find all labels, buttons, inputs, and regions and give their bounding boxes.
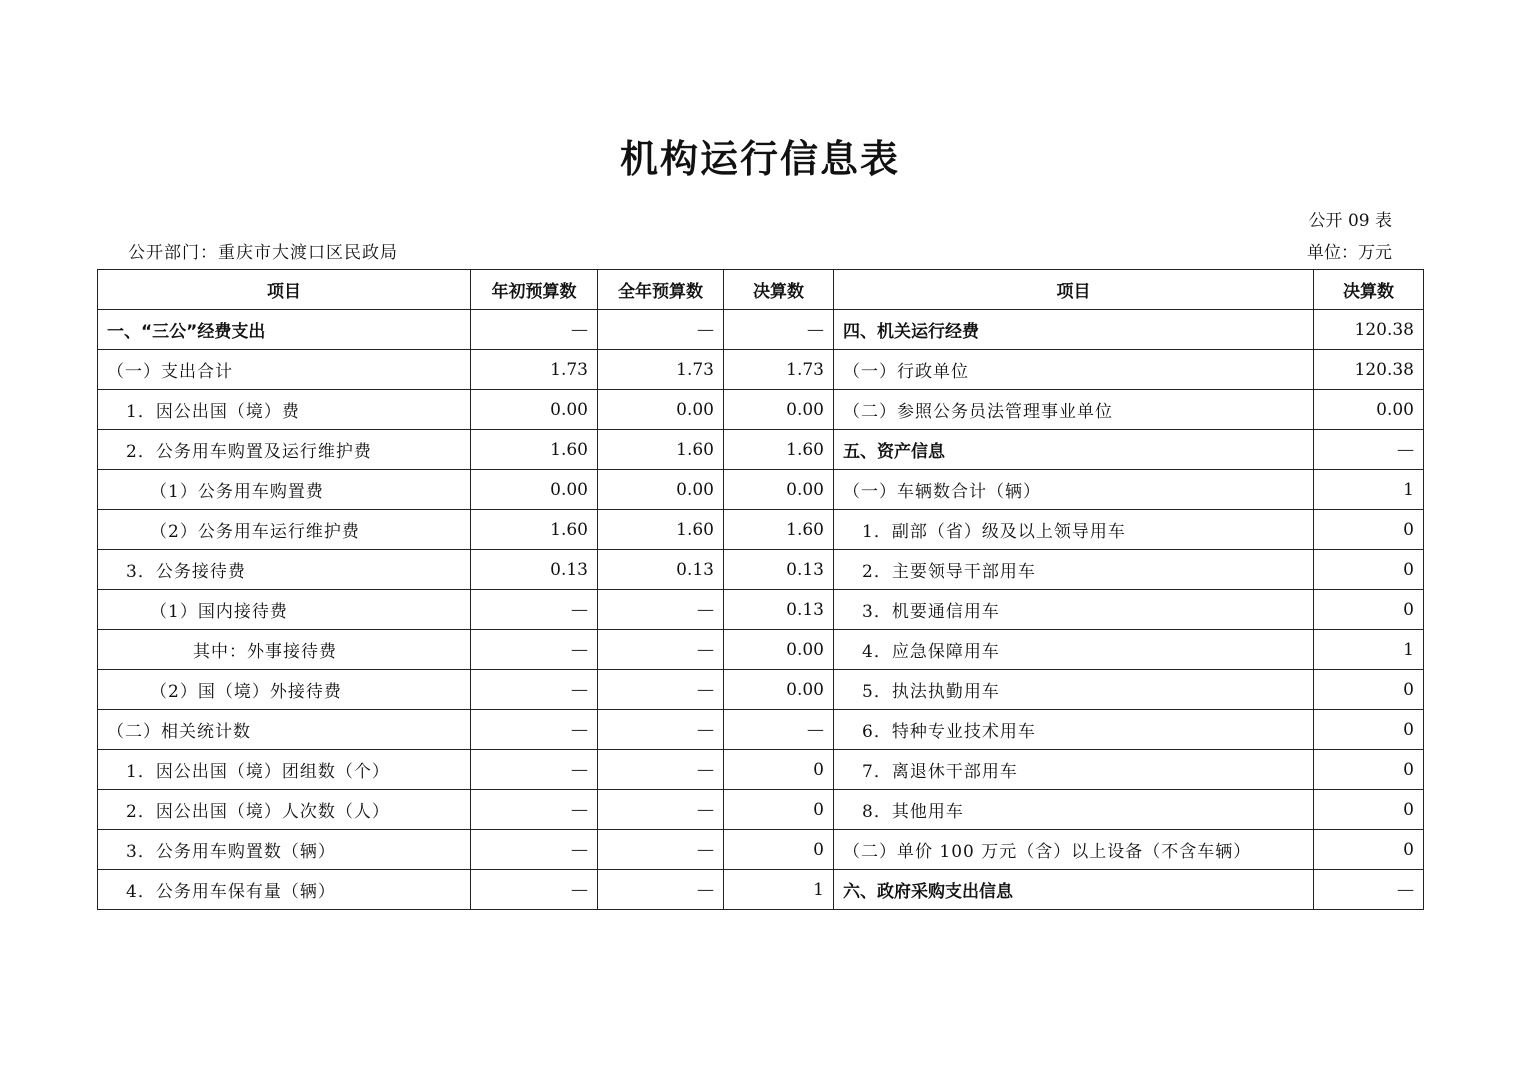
row-annual-budget: —: [598, 310, 724, 350]
row-initial-budget: —: [471, 750, 598, 790]
table-row: [98, 670, 1424, 710]
row-item-right: 8．其他用车: [834, 790, 1314, 830]
row-final-right: 0: [1314, 670, 1424, 710]
department-label: 公开部门：重庆市大渡口区民政局: [128, 243, 398, 263]
info-table: [97, 269, 1424, 910]
row-item-right: 1．副部（省）级及以上领导用车: [834, 510, 1314, 550]
row-item-right: （二）单价 100 万元（含）以上设备（不含车辆）: [834, 830, 1314, 870]
row-item-right: 六、政府采购支出信息: [834, 870, 1314, 910]
row-final-right: —: [1314, 870, 1424, 910]
table-row: [98, 750, 1424, 790]
row-final-right: 1: [1314, 470, 1424, 510]
row-item: 3．公务用车购置数（辆）: [98, 830, 471, 870]
table-row: [98, 590, 1424, 630]
row-item: 1．因公出国（境）费: [98, 390, 471, 430]
row-item: 其中：外事接待费: [98, 630, 471, 670]
row-final-right: 0.00: [1314, 390, 1424, 430]
row-annual-budget: 1.60: [598, 510, 724, 550]
table-row: [98, 710, 1424, 750]
row-item-right: 3．机要通信用车: [834, 590, 1314, 630]
row-final-right: —: [1314, 430, 1424, 470]
header-item-right: 项目: [834, 270, 1314, 310]
table-row: [98, 510, 1424, 550]
header-annual-budget: 全年预算数: [598, 270, 724, 310]
row-item: （1）公务用车购置费: [98, 470, 471, 510]
row-item: （二）相关统计数: [98, 710, 471, 750]
row-item-right: （一）行政单位: [834, 350, 1314, 390]
row-final-accounts: 1.73: [724, 350, 834, 390]
row-final-accounts: 1: [724, 870, 834, 910]
row-final-accounts: 1.60: [724, 430, 834, 470]
row-item-right: 5．执法执勤用车: [834, 670, 1314, 710]
row-item: 3．公务接待费: [98, 550, 471, 590]
row-final-accounts: 0: [724, 750, 834, 790]
table-row: [98, 790, 1424, 830]
row-final-right: 0: [1314, 750, 1424, 790]
row-initial-budget: —: [471, 870, 598, 910]
header-final-right: 决算数: [1314, 270, 1424, 310]
row-initial-budget: 0.00: [471, 470, 598, 510]
row-final-right: 0: [1314, 510, 1424, 550]
row-annual-budget: —: [598, 870, 724, 910]
row-item: （1）国内接待费: [98, 590, 471, 630]
row-item-right: 四、机关运行经费: [834, 310, 1314, 350]
row-final-right: 0: [1314, 710, 1424, 750]
row-initial-budget: —: [471, 630, 598, 670]
header-final-accounts: 决算数: [724, 270, 834, 310]
row-initial-budget: 0.13: [471, 550, 598, 590]
row-initial-budget: 1.60: [471, 510, 598, 550]
row-item-right: （二）参照公务员法管理事业单位: [834, 390, 1314, 430]
table-row: [98, 630, 1424, 670]
row-final-accounts: 0: [724, 830, 834, 870]
row-annual-budget: 1.73: [598, 350, 724, 390]
row-final-accounts: 0.13: [724, 590, 834, 630]
row-initial-budget: —: [471, 710, 598, 750]
row-initial-budget: 0.00: [471, 390, 598, 430]
row-final-accounts: 0: [724, 790, 834, 830]
row-final-right: 0: [1314, 790, 1424, 830]
row-item-right: 4．应急保障用车: [834, 630, 1314, 670]
row-initial-budget: —: [471, 590, 598, 630]
row-initial-budget: —: [471, 310, 598, 350]
row-final-accounts: —: [724, 310, 834, 350]
table-row: [98, 310, 1424, 350]
row-final-accounts: 0.00: [724, 670, 834, 710]
row-annual-budget: —: [598, 670, 724, 710]
table-header-row: [98, 270, 1424, 310]
table-row: [98, 550, 1424, 590]
row-annual-budget: 0.00: [598, 390, 724, 430]
form-number: 公开 09 表: [1308, 211, 1392, 231]
row-item: （2）公务用车运行维护费: [98, 510, 471, 550]
row-item-right: 6．特种专业技术用车: [834, 710, 1314, 750]
row-annual-budget: —: [598, 710, 724, 750]
row-initial-budget: —: [471, 790, 598, 830]
table-row: [98, 390, 1424, 430]
row-item: 一、“三公”经费支出: [98, 310, 471, 350]
row-item: 2．因公出国（境）人次数（人）: [98, 790, 471, 830]
row-item-right: 7．离退休干部用车: [834, 750, 1314, 790]
table-row: [98, 430, 1424, 470]
table-row: [98, 350, 1424, 390]
row-annual-budget: 1.60: [598, 430, 724, 470]
row-final-right: 1: [1314, 630, 1424, 670]
table-row: [98, 470, 1424, 510]
row-initial-budget: 1.60: [471, 430, 598, 470]
header-initial-budget: 年初预算数: [471, 270, 598, 310]
row-item: 4．公务用车保有量（辆）: [98, 870, 471, 910]
row-final-accounts: 0.00: [724, 470, 834, 510]
row-final-accounts: —: [724, 710, 834, 750]
row-final-accounts: 1.60: [724, 510, 834, 550]
unit-label: 单位：万元: [1307, 243, 1392, 263]
table-row: [98, 830, 1424, 870]
row-item-right: 2．主要领导干部用车: [834, 550, 1314, 590]
row-item: 2．公务用车购置及运行维护费: [98, 430, 471, 470]
row-annual-budget: 0.00: [598, 470, 724, 510]
row-annual-budget: —: [598, 590, 724, 630]
row-initial-budget: 1.73: [471, 350, 598, 390]
row-item-right: （一）车辆数合计（辆）: [834, 470, 1314, 510]
row-annual-budget: —: [598, 830, 724, 870]
row-final-accounts: 0.00: [724, 390, 834, 430]
table-row: [98, 870, 1424, 910]
row-final-right: 120.38: [1314, 310, 1424, 350]
header-item: 项目: [98, 270, 471, 310]
row-initial-budget: —: [471, 670, 598, 710]
row-annual-budget: —: [598, 750, 724, 790]
page-title: 机构运行信息表: [619, 137, 900, 181]
row-item: （一）支出合计: [98, 350, 471, 390]
row-final-right: 0: [1314, 590, 1424, 630]
row-final-accounts: 0.00: [724, 630, 834, 670]
row-initial-budget: —: [471, 830, 598, 870]
row-annual-budget: —: [598, 630, 724, 670]
row-final-right: 0: [1314, 550, 1424, 590]
row-final-right: 120.38: [1314, 350, 1424, 390]
row-item: 1．因公出国（境）团组数（个）: [98, 750, 471, 790]
row-item: （2）国（境）外接待费: [98, 670, 471, 710]
row-final-accounts: 0.13: [724, 550, 834, 590]
row-final-right: 0: [1314, 830, 1424, 870]
row-annual-budget: —: [598, 790, 724, 830]
row-annual-budget: 0.13: [598, 550, 724, 590]
row-item-right: 五、资产信息: [834, 430, 1314, 470]
